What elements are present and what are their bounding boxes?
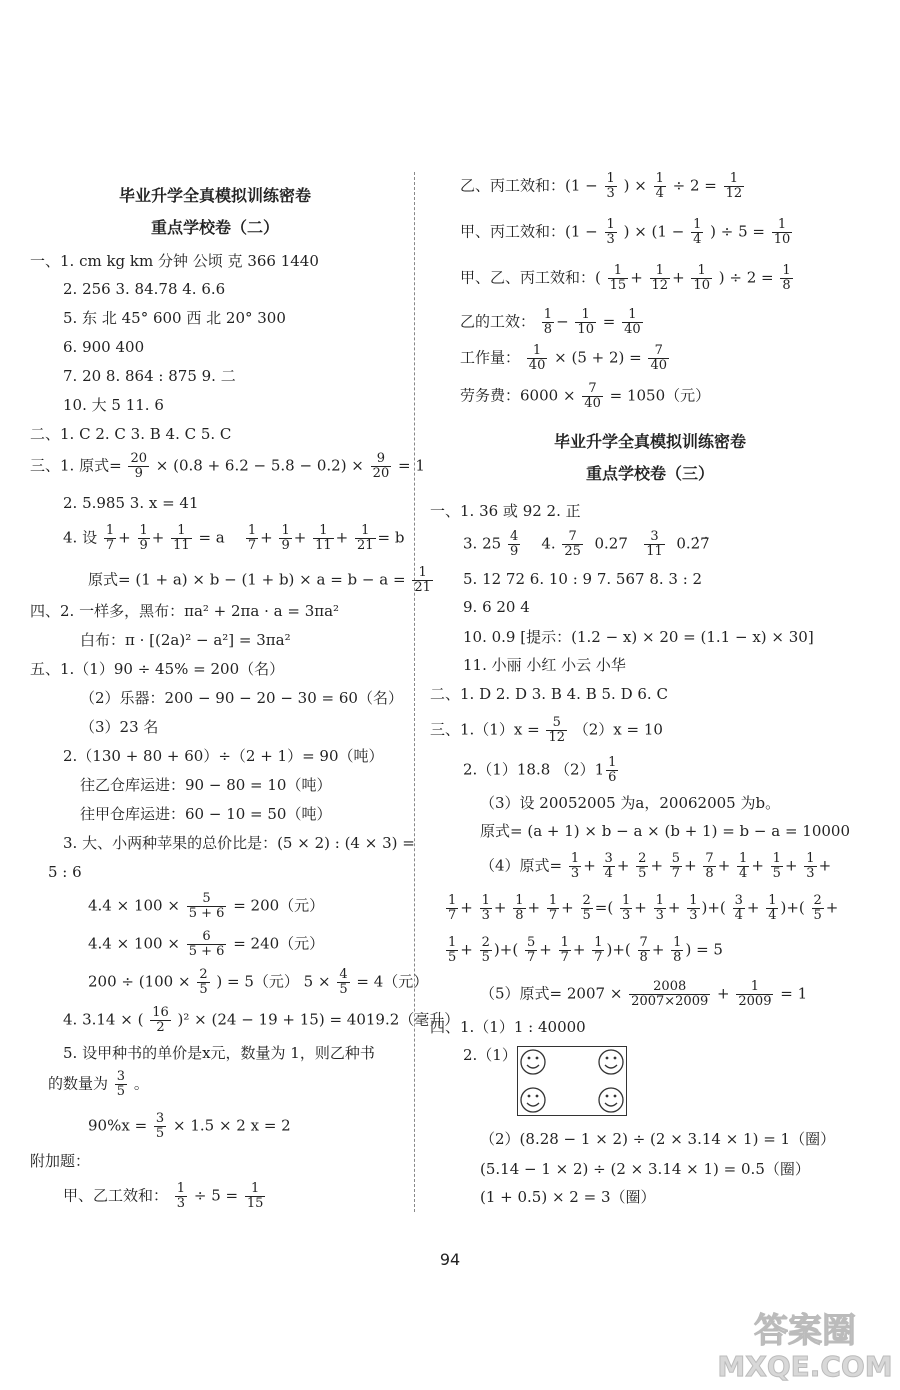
fraction: $\frac{1}{15}$ (246, 1181, 264, 1211)
answer-line: (1 + 0.5) × 2 = 3（圈） (480, 1188, 656, 1206)
answer-line: 二、1. C 2. C 3. B 4. C 5. C (30, 425, 232, 443)
fraction: $\frac{3}{5}$ (155, 1111, 165, 1141)
answer-line: 5. 12 72 6. 10 : 9 7. 567 8. 3 : 2 (463, 570, 703, 588)
answer-line: 200 ÷ (100 × $\frac{2}{5}$ ) = 5（元） 5 × $\frac{4}{5}$ = 4（元） (88, 967, 429, 997)
answer-line: 3. 25 $\frac{4}{9}$ 4. $\frac{7}{25}$ 0.27 $\frac{3}{11}$ 0.2̇7̇ (463, 529, 710, 559)
answer-line: 工作量： $\frac{1}{40}$ × (5 + 2) = $\frac{7}{40}$ (460, 343, 668, 373)
fraction: $\frac{1}{9}$ (281, 523, 290, 553)
fraction: $\frac{1}{7}$ (247, 523, 257, 553)
answer-line: 三、1.（1）x = $\frac{5}{12}$ （2）x = 10 (430, 715, 663, 745)
fraction: $\frac{1}{10}$ (577, 307, 594, 337)
answer-line: （2）乐器：200 − 90 − 20 − 30 = 60（名） (80, 689, 403, 707)
answer-line: 4. 3.14 × ( $\frac{16}{2}$ )² × (24 − 19 + 15) = 4019.2（毫升） (63, 1005, 460, 1035)
fraction: $\frac{1}{10}$ (693, 263, 710, 293)
fraction: $\frac{1}{6}$ (608, 755, 617, 785)
page-number: 94 (439, 1250, 461, 1269)
fraction: $\frac{3}{5}$ (116, 1069, 126, 1099)
fraction: $\frac{20}{9}$ (130, 451, 147, 481)
answer-line: 附加题： (30, 1152, 91, 1170)
answer-line: （3）23 名 (80, 718, 159, 736)
fraction: $\frac{1}{4}$ (655, 171, 664, 201)
answer-line: 5. 东 北 45° 600 西 北 20° 300 (63, 309, 286, 327)
fraction: $\frac{1}{15}$ (609, 263, 627, 293)
answer-line: （2）(8.28 − 1 × 2) ÷ (2 × 3.14 × 1) = 1（圈） (480, 1130, 836, 1148)
answer-line: 白布：π · [(2a)² − a²] = 3πa² (80, 631, 291, 649)
right-title-2: 重点学校卷（三） (585, 464, 714, 483)
fraction: $\frac{1}{8}$ (543, 307, 553, 337)
fraction: $\frac{1}{10}$ (773, 217, 791, 247)
left-title-1: 毕业升学全真模拟训练密卷 (118, 186, 311, 205)
fraction: $\frac{16}{2}$ (152, 1005, 169, 1035)
answer-line: 9. 6 20 4 (463, 598, 530, 616)
answer-line: 6. 900 400 (63, 338, 145, 356)
answer-line: 二、1. D 2. D 3. B 4. B 5. D 6. C (430, 685, 668, 703)
answer-line: 一、1. 36 或 92 2. 正 (430, 502, 581, 520)
fraction: $\frac{1}{3}$ (606, 171, 615, 201)
answer-line: 的数量为 $\frac{3}{5}$ 。 (48, 1069, 149, 1099)
fraction: $\frac{2008}{2007\times 2009}$ (631, 979, 709, 1009)
fraction: $\frac{5}{5 + 6}$ (188, 891, 225, 921)
answer-line: 五、1.（1）90 ÷ 45% = 200（名） (30, 660, 285, 678)
fraction: $\frac{1}{12}$ (725, 171, 743, 201)
fraction: $\frac{1}{11}$ (315, 523, 332, 553)
answer-line: 乙、丙工效和：(1 − $\frac{1}{3}$ ) × $\frac{1}{4}$ ÷ 2 = $\frac{1}{12}$ (460, 171, 743, 201)
answer-line: 往乙仓库运进：90 − 80 = 10（吨） (80, 776, 332, 794)
fraction: $\frac{3}{11}$ (646, 529, 663, 559)
right-title-1: 毕业升学全真模拟训练密卷 (553, 432, 746, 451)
answer-line: （3）设 20052005 为a，20062005 为b。 (480, 794, 781, 812)
answer-line: 11. 小丽 小红 小云 小华 (463, 656, 626, 674)
fraction: $\frac{1}{3}$ (176, 1181, 186, 1211)
answer-line: (5.14 − 1 × 2) ÷ (2 × 3.14 × 1) = 0.5（圈） (480, 1160, 810, 1178)
answer-line: 往甲仓库运进：60 − 10 = 50（吨） (80, 805, 332, 823)
fraction: $\frac{1}{40}$ (624, 307, 641, 337)
left-title-2: 重点学校卷（二） (150, 218, 279, 237)
column-divider (414, 172, 415, 1212)
answer-line: $\frac{1}{7}$ + $\frac{1}{3}$ + $\frac{1}{8}$ + $\frac{1}{7}$ + $\frac{2}{5}$ =( $\frac{1}{3}$ + $\frac{1}{3}$ + $\frac{1}{3}$ )+( $\frac{3}{4}$ + $\frac{1}{4}$ )+( $\frac{2}{5}$ + (448, 893, 839, 923)
answer-line: 7. 20 8. 864 : 875 9. 二 (63, 367, 236, 385)
answer-line: 10. 大 5 11. 6 (63, 396, 164, 414)
answer-line: $\frac{1}{5}$ + $\frac{2}{5}$ )+( $\frac{5}{7}$ + $\frac{1}{7}$ + $\frac{1}{7}$ )+( $\frac{7}{8}$ + $\frac{1}{8}$ ) = 5 (448, 935, 723, 965)
answer-line: 乙的工效： $\frac{1}{8}$ − $\frac{1}{10}$ = $\frac{1}{40}$ (460, 307, 641, 337)
answer-line: 2. 256 3. 84.78 4. 6.6 (63, 280, 226, 298)
fraction: $\frac{1}{12}$ (651, 263, 669, 293)
svg-text:MXQE.COM: MXQE.COM (717, 1350, 893, 1382)
fraction: $\frac{2}{5}$ (199, 967, 208, 997)
answer-line: 四、1.（1）1 : 40000 (430, 1018, 586, 1036)
answer-line: 2.（1）18.8 （2）1 $\frac{1}{6}$ (463, 755, 617, 785)
answer-line: 4. 设 $\frac{1}{7}$ + $\frac{1}{9}$ + $\frac{1}{11}$ = a $\frac{1}{7}$ + $\frac{1}{9}$ + $\frac{1}{11}$ + $\frac{1}{21}$ = b (63, 523, 405, 553)
smiley-rectangle-diagram (517, 1046, 627, 1116)
fraction: $\frac{1}{2009}$ (738, 979, 772, 1009)
answer-line: 原式= (1 + a) × b − (1 + b) × a = b − a = $\frac{1}{21}$ (88, 565, 431, 595)
fraction: $\frac{1}{4}$ (693, 217, 702, 247)
svg-text:答案圈: 答案圈 (754, 1311, 856, 1351)
answer-line: 5. 设甲种书的单价是x元，数量为 1，则乙种书 (63, 1044, 375, 1062)
answer-line: 4.4 × 100 × $\frac{6}{5 + 6}$ = 240（元） (88, 929, 325, 959)
fraction: $\frac{4}{5}$ (339, 967, 348, 997)
fraction: $\frac{7}{40}$ (584, 381, 601, 411)
fraction: $\frac{7}{25}$ (564, 529, 581, 559)
answer-line: 甲、丙工效和：(1 − $\frac{1}{3}$ ) × (1 − $\frac{1}{4}$ ) ÷ 5 = $\frac{1}{10}$ (460, 217, 791, 247)
answer-line: 甲、乙工效和： $\frac{1}{3}$ ÷ 5 = $\frac{1}{15}$ (63, 1181, 264, 1211)
answer-line: （5）原式= 2007 × $\frac{2008}{2007\times 2009}$ + $\frac{1}{2009}$ = 1 (480, 979, 808, 1009)
answer-line: 90%x = $\frac{3}{5}$ × 1.5 × 2 x = 2 (88, 1111, 291, 1141)
answer-line: 原式= (a + 1) × b − a × (b + 1) = b − a = 10000 (480, 822, 851, 840)
answer-line: 4.4 × 100 × $\frac{5}{5 + 6}$ = 200（元） (88, 891, 325, 921)
answer-line: 3. 大、小两种苹果的总价比是：(5 × 2) : (4 × 3) = (63, 834, 415, 852)
fraction: $\frac{1}{9}$ (139, 523, 148, 553)
fraction: $\frac{1}{21}$ (356, 523, 374, 553)
fraction: $\frac{7}{40}$ (650, 343, 668, 373)
answer-line: 10. 0.9 [提示：(1.2 − x) × 20 = (1.1 − x) × 30] (463, 628, 814, 646)
fraction: $\frac{1}{21}$ (414, 565, 431, 595)
watermark-logo (715, 1300, 895, 1382)
smiley-faces-icon (518, 1047, 626, 1115)
answer-line: 甲、乙、丙工效和：( $\frac{1}{15}$ + $\frac{1}{12}$ + $\frac{1}{10}$ ) ÷ 2 = $\frac{1}{8}$ (460, 263, 791, 293)
fraction: $\frac{1}{7}$ (105, 523, 115, 553)
answer-line: 一、1. cm kg km 分钟 公顷 克 366 1440 (30, 252, 319, 270)
fraction: $\frac{6}{5 + 6}$ (188, 929, 225, 959)
answer-line: 三、1. 原式= $\frac{20}{9}$ × (0.8 + 6.2 − 5.8 − 0.2) × $\frac{9}{20}$ = 1 (30, 451, 425, 481)
answer-line: 四、2. 一样多，黑布：πa² + 2πa · a = 3πa² (30, 602, 340, 620)
fraction: $\frac{1}{11}$ (173, 523, 190, 553)
answer-line: 劳务费：6000 × $\frac{7}{40}$ = 1050（元） (460, 381, 711, 411)
fraction: $\frac{1}{40}$ (528, 343, 546, 373)
answer-line: 2.（1） (463, 1046, 517, 1064)
fraction: $\frac{9}{20}$ (372, 451, 390, 481)
answer-line: 2. 5.985 3. x = 41 (63, 494, 199, 512)
fraction: $\frac{5}{12}$ (548, 715, 565, 745)
answer-line: 5 : 6 (48, 863, 82, 881)
fraction: $\frac{4}{9}$ (509, 529, 519, 559)
answer-line: （4）原式= $\frac{1}{3}$ + $\frac{3}{4}$ + $\frac{2}{5}$ + $\frac{5}{7}$ + $\frac{7}{8}$ + $\frac{1}{4}$ + $\frac{1}{5}$ + $\frac{1}{3}$ + (480, 851, 832, 881)
answer-line: 2.（130 + 80 + 60）÷（2 + 1）= 90（吨） (63, 747, 384, 765)
fraction: $\frac{1}{8}$ (782, 263, 791, 293)
fraction: $\frac{1}{3}$ (606, 217, 615, 247)
